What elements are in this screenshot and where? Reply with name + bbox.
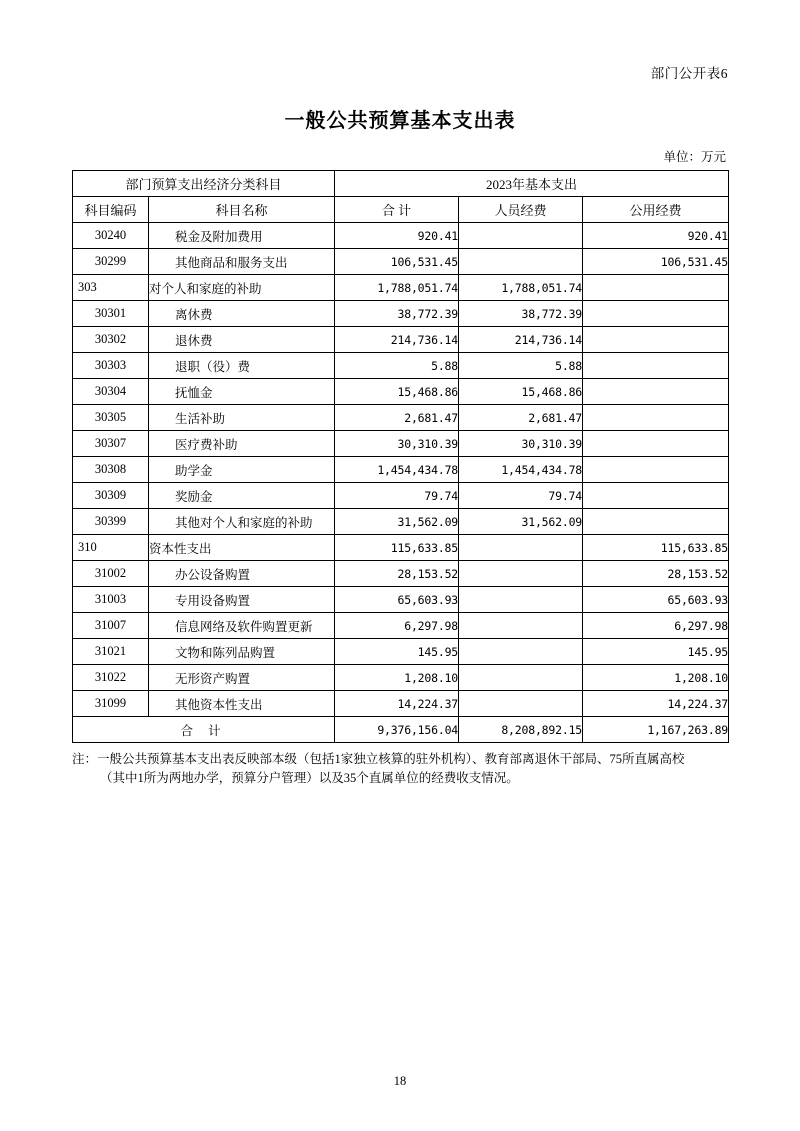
table-row [73,223,729,249]
cell-subject-name: 文物和陈列品购置 [149,639,335,665]
cell-personnel [459,223,583,249]
cell-subject-code: 31003 [73,587,149,613]
table-row [73,405,729,431]
table-row [73,353,729,379]
cell-personnel: 1,454,434.78 [459,457,583,483]
table-row [73,613,729,639]
table-total-row [73,717,729,743]
table-row [73,249,729,275]
table-note [72,750,728,789]
table-row [73,509,729,535]
cell-total: 38,772.39 [335,301,459,327]
cell-subject-name: 资本性支出 [149,535,335,561]
cell-public: 920.41 [583,223,729,249]
cell-total: 30,310.39 [335,431,459,457]
table-row [73,691,729,717]
table-column-header-row [73,197,729,223]
table-row [73,327,729,353]
cell-subject-code: 30302 [73,327,149,353]
table-row [73,561,729,587]
cell-subject-name: 助学金 [149,457,335,483]
cell-subject-code: 30399 [73,509,149,535]
cell-subject-code: 31021 [73,639,149,665]
cell-total: 920.41 [335,223,459,249]
table-row [73,275,729,301]
total-row-public: 1,167,263.89 [583,717,729,743]
cell-total: 5.88 [335,353,459,379]
cell-personnel: 15,468.86 [459,379,583,405]
table-head [73,171,729,223]
cell-total: 31,562.09 [335,509,459,535]
cell-subject-code: 31007 [73,613,149,639]
cell-subject-name: 对个人和家庭的补助 [149,275,335,301]
cell-public [583,379,729,405]
cell-public [583,509,729,535]
cell-total: 28,153.52 [335,561,459,587]
cell-public [583,405,729,431]
cell-subject-name: 医疗费补助 [149,431,335,457]
cell-public [583,457,729,483]
cell-total: 115,633.85 [335,535,459,561]
table-body [73,223,729,743]
cell-total: 6,297.98 [335,613,459,639]
cell-public: 14,224.37 [583,691,729,717]
cell-personnel [459,639,583,665]
cell-public [583,483,729,509]
cell-subject-code: 310 [73,535,149,561]
cell-personnel: 214,736.14 [459,327,583,353]
cell-total: 15,468.86 [335,379,459,405]
cell-public [583,431,729,457]
cell-public: 1,208.10 [583,665,729,691]
table-row [73,379,729,405]
column-header-code: 科目编码 [73,197,149,223]
cell-total: 145.95 [335,639,459,665]
cell-subject-name: 生活补助 [149,405,335,431]
cell-public: 6,297.98 [583,613,729,639]
cell-public: 28,153.52 [583,561,729,587]
page-title: 一般公共预算基本支出表 [284,110,516,132]
unit-label: 单位：万元 [663,150,726,164]
cell-personnel: 38,772.39 [459,301,583,327]
cell-public [583,301,729,327]
cell-personnel [459,535,583,561]
table-row [73,483,729,509]
cell-subject-code: 30309 [73,483,149,509]
cell-subject-name: 信息网络及软件购置更新 [149,613,335,639]
cell-public [583,353,729,379]
cell-subject-name: 无形资产购置 [149,665,335,691]
cell-total: 106,531.45 [335,249,459,275]
total-row-label: 合 计 [73,717,335,743]
cell-public: 115,633.85 [583,535,729,561]
cell-subject-name: 专用设备购置 [149,587,335,613]
column-header-personnel: 人员经费 [459,197,583,223]
cell-subject-name: 其他资本性支出 [149,691,335,717]
cell-subject-name: 奖励金 [149,483,335,509]
cell-subject-code: 303 [73,275,149,301]
cell-total: 214,736.14 [335,327,459,353]
cell-subject-code: 30304 [73,379,149,405]
cell-subject-code: 30240 [73,223,149,249]
cell-total: 79.74 [335,483,459,509]
cell-public [583,275,729,301]
table-group-header-row [73,171,729,197]
cell-subject-code: 30303 [73,353,149,379]
cell-subject-name: 退职（役）费 [149,353,335,379]
cell-total: 65,603.93 [335,587,459,613]
page-number: 18 [393,1074,407,1088]
cell-subject-name: 其他对个人和家庭的补助 [149,509,335,535]
cell-subject-code: 30307 [73,431,149,457]
cell-personnel [459,249,583,275]
cell-total: 1,454,434.78 [335,457,459,483]
cell-personnel [459,587,583,613]
cell-subject-name: 其他商品和服务支出 [149,249,335,275]
cell-personnel [459,665,583,691]
table-row [73,665,729,691]
cell-personnel: 30,310.39 [459,431,583,457]
cell-subject-code: 30305 [73,405,149,431]
cell-subject-name: 税金及附加费用 [149,223,335,249]
cell-subject-name: 抚恤金 [149,379,335,405]
cell-subject-name: 办公设备购置 [149,561,335,587]
total-row-personnel: 8,208,892.15 [459,717,583,743]
cell-subject-code: 30299 [73,249,149,275]
total-row-total: 9,376,156.04 [335,717,459,743]
table-row [73,431,729,457]
cell-subject-code: 31002 [73,561,149,587]
cell-subject-name: 退休费 [149,327,335,353]
cell-public: 65,603.93 [583,587,729,613]
table-row [73,301,729,327]
cell-personnel: 5.88 [459,353,583,379]
group-header-right: 2023年基本支出 [335,171,729,197]
table-row [73,587,729,613]
cell-personnel: 1,788,051.74 [459,275,583,301]
cell-total: 1,208.10 [335,665,459,691]
note-line-2: （其中1所为两地办学，预算分户管理）以及35个直属单位的经费收支情况。 [100,771,519,786]
cell-total: 1,788,051.74 [335,275,459,301]
note-line-1: 注：一般公共预算基本支出表反映部本级（包括1家独立核算的驻外机构）、教育部离退休干部局、75所直属高校 [72,752,685,766]
cell-total: 2,681.47 [335,405,459,431]
cell-personnel: 79.74 [459,483,583,509]
column-header-total: 合 计 [335,197,459,223]
cell-public: 145.95 [583,639,729,665]
cell-personnel [459,561,583,587]
group-header-left: 部门预算支出经济分类科目 [73,171,335,197]
cell-subject-code: 30301 [73,301,149,327]
cell-personnel [459,613,583,639]
cell-public: 106,531.45 [583,249,729,275]
cell-personnel: 2,681.47 [459,405,583,431]
cell-personnel [459,691,583,717]
cell-personnel: 31,562.09 [459,509,583,535]
budget-table [72,170,729,743]
table-row [73,457,729,483]
cell-subject-code: 30308 [73,457,149,483]
table-row [73,535,729,561]
column-header-name: 科目名称 [149,197,335,223]
cell-subject-code: 31022 [73,665,149,691]
table-row [73,639,729,665]
column-header-public: 公用经费 [583,197,729,223]
cell-subject-name: 离休费 [149,301,335,327]
cell-public [583,327,729,353]
cell-subject-code: 31099 [73,691,149,717]
cell-total: 14,224.37 [335,691,459,717]
form-number-label: 部门公开表6 [650,66,728,81]
